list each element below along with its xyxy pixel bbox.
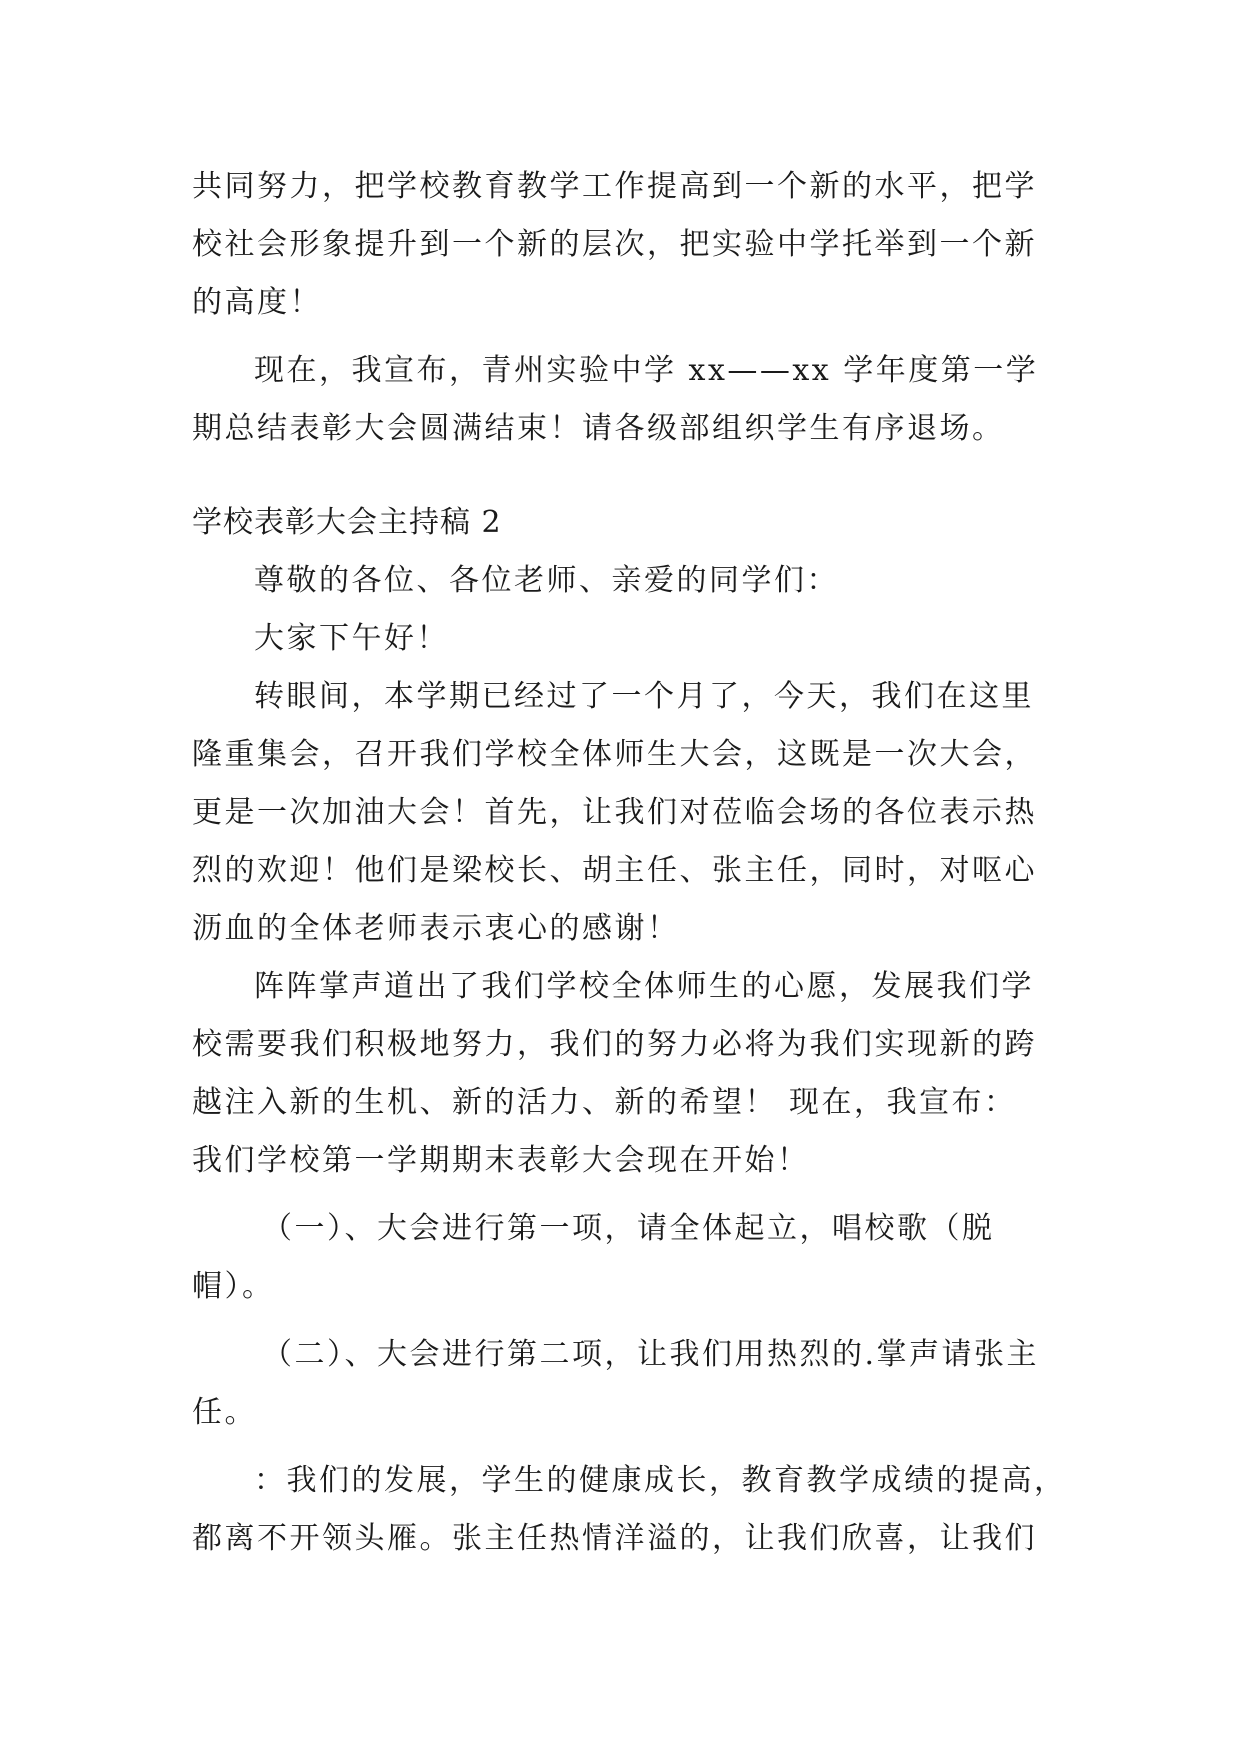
text-line: 转眼间，本学期已经过了一个月了，今天，我们在这里 [254,679,1034,714]
text-line: 都离不开领头雁。张主任热情洋溢的，让我们欣喜，让我们 [192,1521,1037,1556]
text-line: 大家下午好！ [254,621,449,656]
text-line: 任。 [192,1395,257,1430]
text-line: 越注入新的生机、新的活力、新的希望！ 现在，我宣布： [192,1085,1017,1120]
text-line: 烈的欢迎！他们是梁校长、胡主任、张主任，同时，对呕心 [192,853,1037,888]
text-line: 现在，我宣布，青州实验中学 xx——xx 学年度第一学 [254,353,1039,388]
text-line: 尊敬的各位、各位老师、亲爱的同学们： [254,563,839,598]
text-line: （一）、大会进行第一项，请全体起立，唱校歌（脱 [262,1211,995,1246]
text-line: 校社会形象提升到一个新的层次，把实验中学托举到一个新 [192,227,1037,262]
text-line: 隆重集会，召开我们学校全体师生大会，这既是一次大会， [192,737,1037,772]
section-heading: 学校表彰大会主持稿 2 [192,505,502,540]
text-line: ：我们的发展，学生的健康成长，教育教学成绩的提高， [254,1463,1067,1498]
text-line: 期总结表彰大会圆满结束！请各级部组织学生有序退场。 [192,411,1005,446]
text-line: 沥血的全体老师表示衷心的感谢！ [192,911,680,946]
text-line: 共同努力，把学校教育教学工作提高到一个新的水平，把学 [192,169,1037,204]
text-line: 校需要我们积极地努力，我们的努力必将为我们实现新的跨 [192,1027,1037,1062]
text-line: 我们学校第一学期期末表彰大会现在开始！ [192,1143,810,1178]
text-line: 阵阵掌声道出了我们学校全体师生的心愿，发展我们学 [254,969,1034,1004]
text-line: 更是一次加油大会！首先，让我们对莅临会场的各位表示热 [192,795,1037,830]
text-line: （二）、大会进行第二项，让我们用热烈的.掌声请张主 [262,1337,1040,1372]
text-line: 帽）。 [192,1269,275,1304]
document-body [192,158,1067,1568]
text-line: 的高度！ [192,285,322,320]
